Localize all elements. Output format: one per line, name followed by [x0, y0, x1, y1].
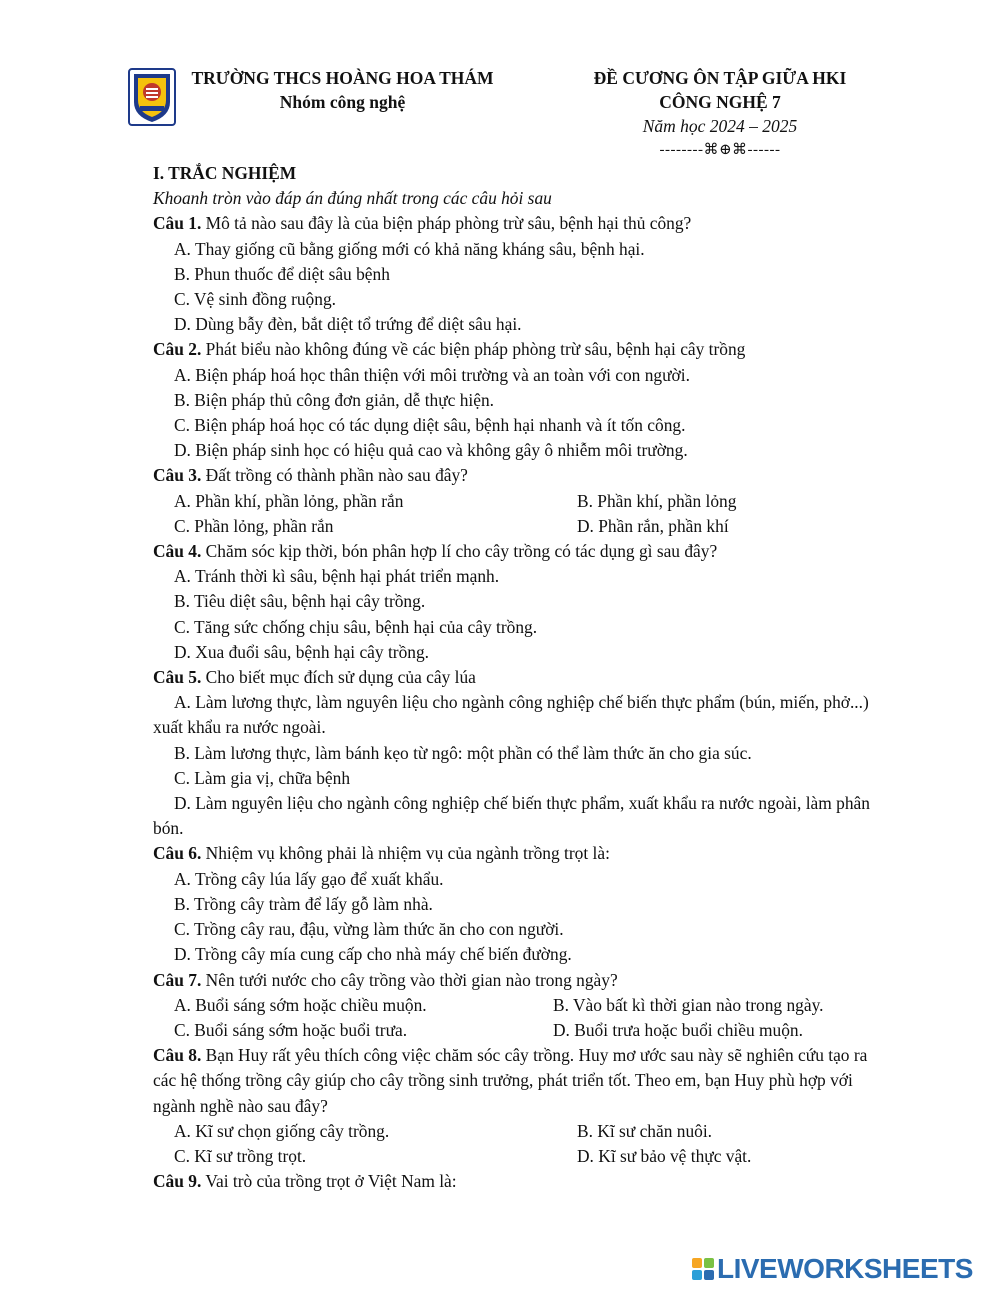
question-text: Cho biết mục đích sử dụng của cây lúa [201, 667, 476, 688]
question-label: Câu 4. [153, 541, 202, 562]
question [153, 463, 871, 488]
school-crest-icon [128, 68, 176, 126]
answer-option[interactable]: A. Trồng cây lúa lấy gạo để xuất khẩu. [174, 868, 444, 889]
question-label: Câu 8. [153, 1045, 202, 1066]
answer-option[interactable]: D. Xua đuổi sâu, bệnh hại cây trồng. [174, 641, 430, 662]
answer-option[interactable]: B. Phần khí, phần lỏng [577, 490, 737, 511]
question [153, 1043, 871, 1119]
question-text: Nhiệm vụ không phải là nhiệm vụ của ngành trồng trọt là: [201, 843, 610, 864]
school-header [190, 66, 495, 114]
answer-row [153, 489, 871, 514]
question-text: Vai trò của trồng trọt ở Việt Nam là: [201, 1171, 457, 1192]
answer-row [153, 1119, 871, 1144]
answer-option[interactable]: B. Làm lương thực, làm bánh kẹo từ ngô: một phần có thể làm thức ăn cho gia súc. [174, 742, 752, 763]
answer-option[interactable]: A. Biện pháp hoá học thân thiện với môi trường và an toàn với con người. [174, 364, 690, 385]
answer-option[interactable]: A. Thay giống cũ bằng giống mới có khả năng kháng sâu, bệnh hại. [174, 238, 645, 259]
question-label: Câu 1. [153, 213, 202, 234]
answer-option[interactable]: C. Kĩ sư trồng trọt. [174, 1145, 307, 1166]
answer-option[interactable]: C. Làm gia vị, chữa bệnh [174, 767, 351, 788]
answer-row [153, 514, 871, 539]
exam-content [153, 161, 871, 1194]
school-name: TRƯỜNG THCS HOÀNG HOA THÁM [191, 68, 494, 88]
question [153, 968, 871, 993]
answer-row [153, 993, 871, 1018]
question [153, 539, 871, 564]
group-name: Nhóm công nghệ [279, 92, 406, 112]
answer-option[interactable]: D. Buổi trưa hoặc buổi chiều muộn. [553, 1019, 803, 1040]
answer-option[interactable]: B. Phun thuốc để diệt sâu bệnh [174, 263, 390, 284]
question-text: Đất trồng có thành phần nào sau đây? [201, 465, 468, 486]
question-label: Câu 2. [153, 339, 202, 360]
answer-option[interactable]: B. Trồng cây tràm để lấy gỗ làm nhà. [174, 893, 433, 914]
liveworksheets-logo-icon [692, 1258, 714, 1280]
answer-option[interactable]: D. Làm nguyên liệu cho ngành công nghiệp chế biến thực phẩm, xuất khẩu ra nước ngoài, làm phân bón. [153, 793, 870, 839]
answer-option[interactable]: A. Làm lương thực, làm nguyên liệu cho ngành công nghiệp chế biến thực phẩm (bún, miến, phở...) xuất khẩu ra nước ngoài. [153, 692, 869, 738]
question [153, 665, 871, 690]
answer-row [153, 1018, 871, 1043]
answer-option[interactable]: C. Tăng sức chống chịu sâu, bệnh hại của cây trồng. [174, 616, 538, 637]
answer-option[interactable]: A. Kĩ sư chọn giống cây trồng. [174, 1120, 390, 1141]
question-label: Câu 3. [153, 465, 202, 486]
school-logo [128, 68, 176, 126]
answer-row [153, 1144, 871, 1169]
answer-option[interactable]: C. Biện pháp hoá học có tác dụng diệt sâu, bệnh hại nhanh và ít tốn công. [174, 415, 686, 436]
question-label: Câu 6. [153, 843, 202, 864]
question-label: Câu 5. [153, 667, 202, 688]
answer-option[interactable]: C. Buổi sáng sớm hoặc buổi trưa. [174, 1019, 408, 1040]
subject-title: CÔNG NGHỆ 7 [659, 92, 781, 112]
question [153, 841, 871, 866]
answer-option[interactable]: C. Phần lỏng, phần rắn [174, 515, 334, 536]
liveworksheets-watermark [692, 1254, 973, 1284]
answer-option[interactable]: D. Trồng cây mía cung cấp cho nhà máy chế biến đường. [174, 944, 572, 965]
question-text: Bạn Huy rất yêu thích công việc chăm sóc cây trồng. Huy mơ ước sau này sẽ nghiên cứu tạo ra các hệ thống trồng cây giúp cho cây trồng sinh trưởng, phát triển tốt. Theo em, bạn Huy phù hợp với ngành nghề nào sau đây? [153, 1045, 868, 1116]
answer-option[interactable]: D. Biện pháp sinh học có hiệu quả cao và không gây ô nhiễm môi trường. [174, 440, 688, 461]
answer-option[interactable]: A. Buổi sáng sớm hoặc chiều muộn. [174, 994, 427, 1015]
answer-option[interactable]: B. Vào bất kì thời gian nào trong ngày. [553, 994, 824, 1015]
answer-option[interactable]: B. Biện pháp thủ công đơn giản, dễ thực hiện. [174, 389, 495, 410]
question-label: Câu 9. [153, 1171, 202, 1192]
answer-option[interactable]: B. Tiêu diệt sâu, bệnh hại cây trồng. [174, 591, 426, 612]
answer-option[interactable]: D. Dùng bẫy đèn, bắt diệt tổ trứng để diệt sâu hại. [174, 314, 522, 335]
watermark-text: LIVEWORKSHEETS [717, 1253, 973, 1284]
section-title: I. TRẮC NGHIỆM [153, 163, 297, 183]
answer-option[interactable]: B. Kĩ sư chăn nuôi. [577, 1120, 713, 1141]
question-text: Mô tả nào sau đây là của biện pháp phòng trừ sâu, bệnh hại thủ công? [201, 213, 692, 234]
answer-option[interactable]: C. Vệ sinh đồng ruộng. [174, 289, 336, 310]
question [153, 337, 871, 362]
question-text: Nên tưới nước cho cây trồng vào thời gian nào trong ngày? [201, 969, 618, 990]
document-title: ĐỀ CƯƠNG ÔN TẬP GIỮA HKI [593, 68, 847, 88]
question [153, 211, 871, 236]
answer-option[interactable]: A. Tránh thời kì sâu, bệnh hại phát triển mạnh. [174, 566, 500, 587]
school-year: Năm học 2024 – 2025 [642, 116, 798, 136]
answer-option[interactable]: D. Kĩ sư bảo vệ thực vật. [577, 1145, 752, 1166]
answer-option[interactable]: C. Trồng cây rau, đậu, vừng làm thức ăn cho con người. [174, 919, 564, 940]
question [153, 1169, 871, 1194]
section-instruction: Khoanh tròn vào đáp án đúng nhất trong các câu hỏi sau [153, 188, 552, 209]
answer-option[interactable]: A. Phần khí, phần lỏng, phần rắn [174, 490, 404, 511]
header-ornament: --------⌘⊕⌘------ [659, 142, 781, 158]
question-text: Phát biểu nào không đúng về các biện pháp phòng trừ sâu, bệnh hại cây trồng [201, 339, 746, 360]
exam-header [560, 66, 880, 162]
question-label: Câu 7. [153, 969, 202, 990]
answer-option[interactable]: D. Phần rắn, phần khí [577, 515, 729, 536]
question-text: Chăm sóc kịp thời, bón phân hợp lí cho cây trồng có tác dụng gì sau đây? [201, 541, 718, 562]
